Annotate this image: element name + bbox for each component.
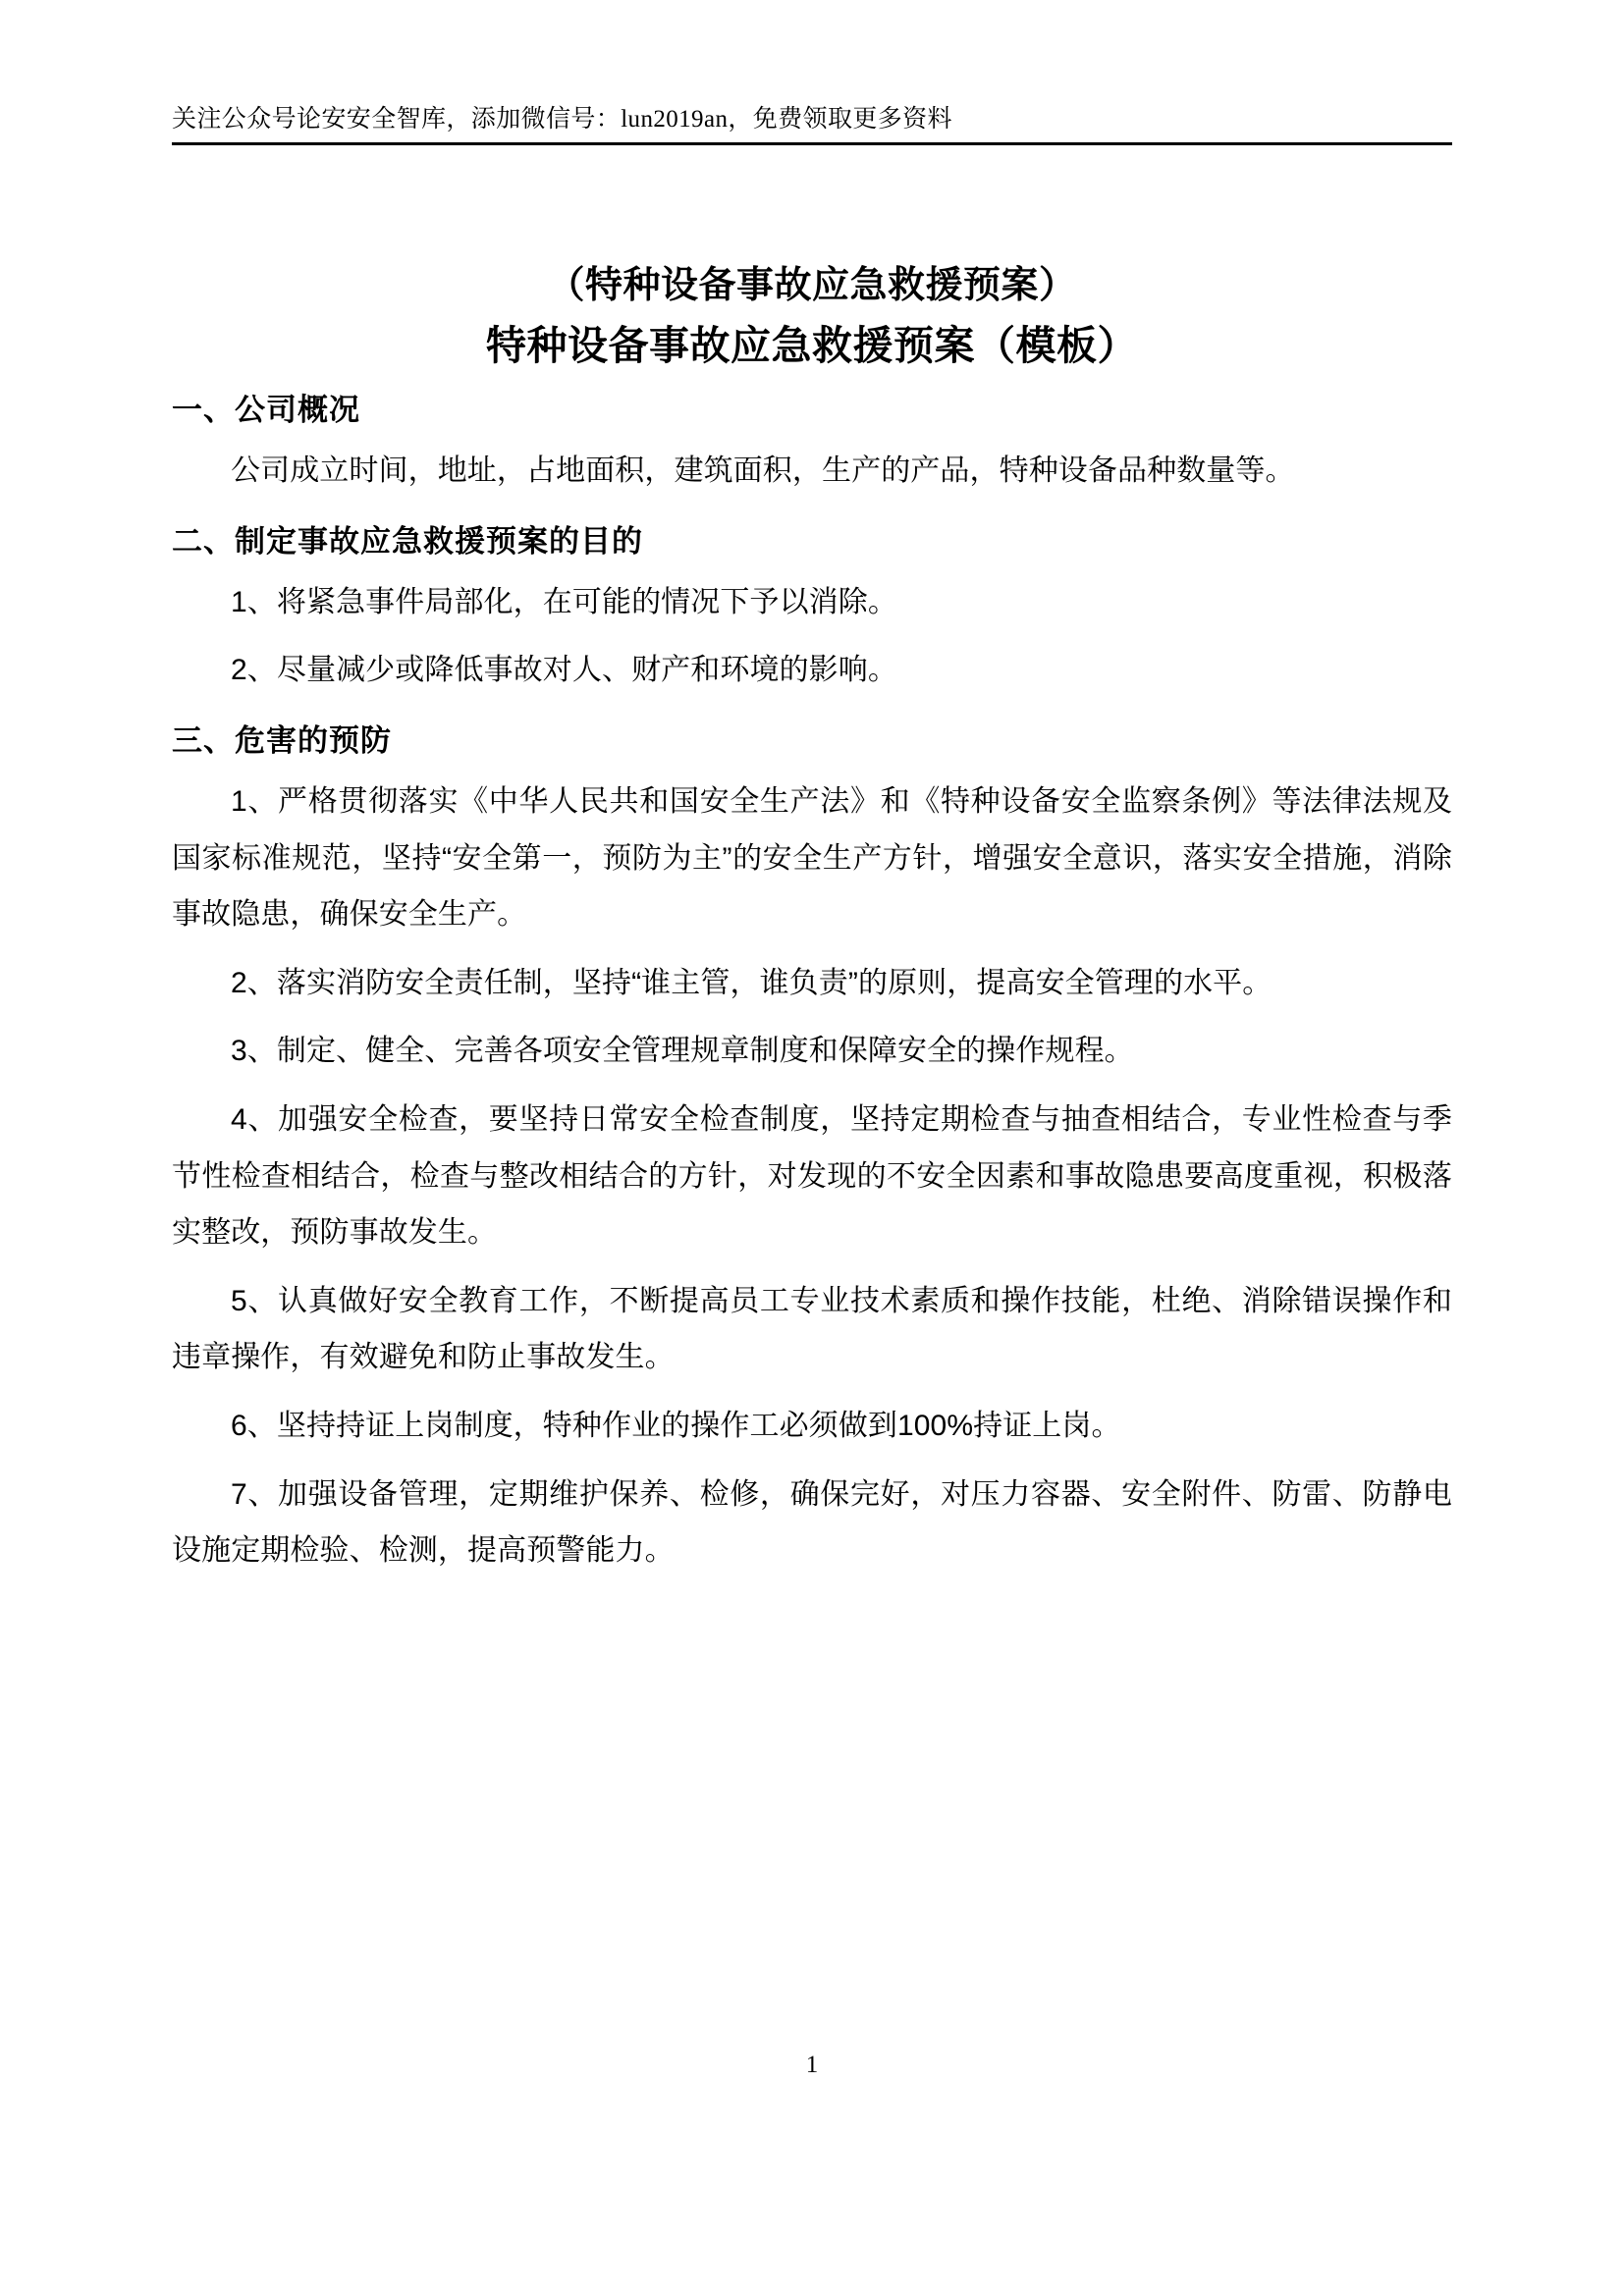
page-number: 1: [805, 2052, 819, 2078]
section-3-paragraph-6: 6、坚持持证上岗制度，特种作业的操作工必须做到100%持证上岗。: [231, 1410, 1121, 1442]
section-heading-1: 一、公司概况: [172, 393, 360, 427]
section-2-paragraph-1: 1、将紧急事件局部化，在可能的情况下予以消除。: [231, 585, 897, 618]
document-title-main: 特种设备事故应急救援预案（模板）: [486, 323, 1138, 368]
section-3-paragraph-7: 7、加强设备管理，定期维护保养、检修，确保完好，对压力容器、安全附件、防雷、防静电设施定期检验、检测，提高预警能力。: [172, 1477, 1452, 1568]
document-title-bracketed: （特种设备事故应急救援预案）: [547, 265, 1077, 306]
section-3-paragraph-2: 2、落实消防安全责任制，坚持“谁主管，谁负责”的原则，提高安全管理的水平。: [231, 966, 1272, 999]
section-3-paragraph-1: 1、严格贯彻落实《中华人民共和国安全生产法》和《特种设备安全监察条例》等法律法规及国家标准规范，坚持“安全第一，预防为主”的安全生产方针，增强安全意识，落实安全措施，消除事故隐患，确保安全生产。: [172, 785, 1452, 932]
section-1-paragraph-1: 公司成立时间，地址，占地面积，建筑面积，生产的产品，特种设备品种数量等。: [231, 454, 1295, 488]
running-header-text: 关注公众号论安安全智库，添加微信号：lun2019an，免费领取更多资料: [172, 106, 952, 133]
section-heading-3: 三、危害的预防: [172, 722, 392, 758]
section-3-paragraph-5: 5、认真做好安全教育工作，不断提高员工专业技术素质和操作技能，杜绝、消除错误操作和违章操作，有效避免和防止事故发生。: [172, 1284, 1452, 1374]
section-heading-2: 二、制定事故应急救援预案的目的: [172, 523, 643, 559]
section-3-paragraph-3: 3、制定、健全、完善各项安全管理规章制度和保障安全的操作规程。: [231, 1035, 1134, 1068]
section-3-paragraph-4: 4、加强安全检查，要坚持日常安全检查制度，坚持定期检查与抽查相结合，专业性检查与季节性检查相结合，检查与整改相结合的方针，对发现的不安全因素和事故隐患要高度重视，积极落实整改，预防事故发生。: [172, 1103, 1452, 1250]
running-header: [172, 106, 1452, 145]
section-2-paragraph-2: 2、尽量减少或降低事故对人、财产和环境的影响。: [231, 654, 897, 687]
document-body: [172, 267, 1452, 1591]
